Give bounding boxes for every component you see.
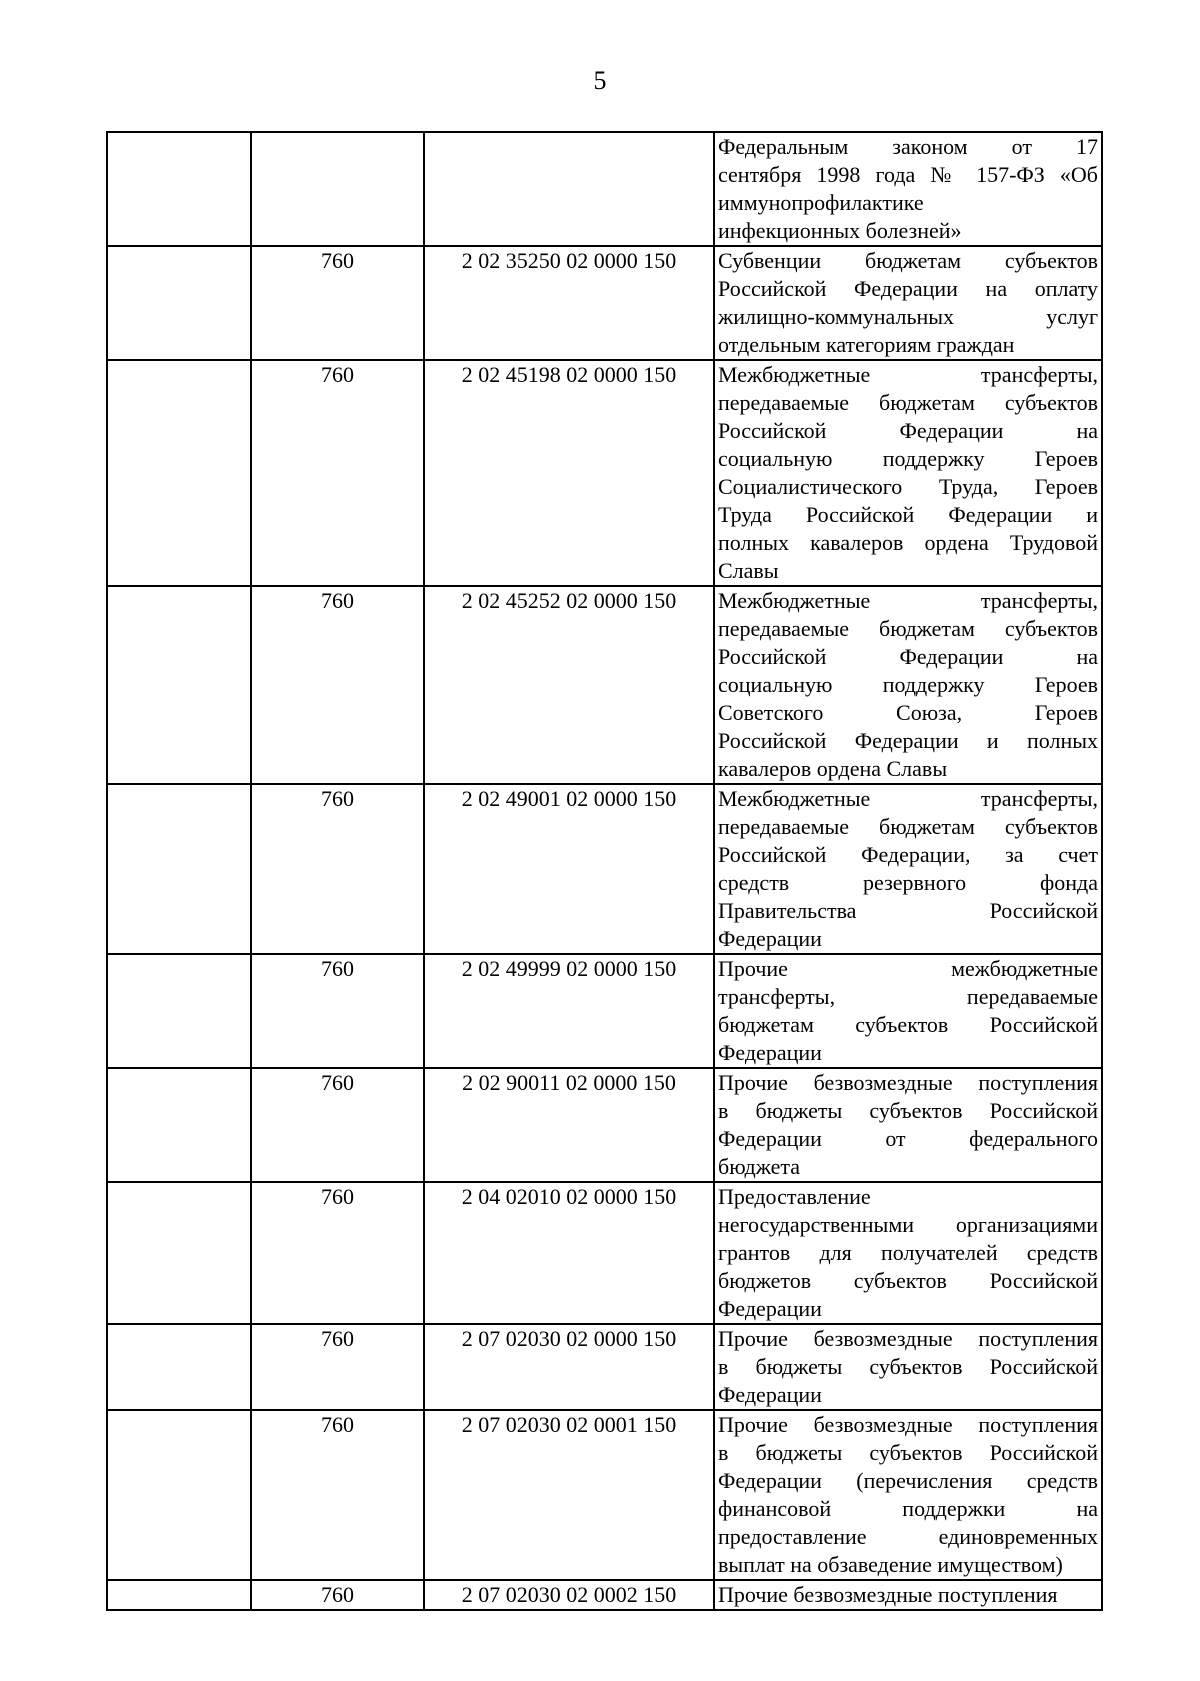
- administrator-code-cell: 760: [251, 784, 424, 954]
- income-name-cell: [714, 1410, 1102, 1580]
- income-code-cell: 2 02 49001 02 0000 150: [424, 784, 714, 954]
- income-name-line: в бюджеты субъектов Российской: [718, 1354, 1098, 1379]
- income-name-line: Российской Федерации на: [718, 418, 1098, 443]
- income-name-line: Прочие безвозмездные поступления: [718, 1412, 1098, 1437]
- income-name-cell: [714, 1324, 1102, 1410]
- income-name-line: Федерации: [718, 926, 822, 951]
- income-name-line: негосударственными организациями: [718, 1212, 1098, 1237]
- income-name-line: Федерации от федерального: [718, 1126, 1098, 1151]
- income-code-cell: 2 02 90011 02 0000 150: [424, 1068, 714, 1182]
- table-row: [107, 954, 1102, 1068]
- income-name-line: Российской Федерации на: [718, 644, 1098, 669]
- income-name-line: бюджета: [718, 1154, 801, 1179]
- income-name-line: грантов для получателей средств: [718, 1240, 1098, 1265]
- income-name-line: инфекционных болезней»: [718, 218, 962, 243]
- income-name-line: Российской Федерации и полных: [718, 728, 1098, 753]
- income-name-line: иммунопрофилактике: [718, 190, 924, 215]
- income-name-cell: [714, 246, 1102, 360]
- income-name-line: Предоставление: [718, 1184, 871, 1209]
- administrator-code-cell: 760: [251, 586, 424, 784]
- income-name-line: в бюджеты субъектов Российской: [718, 1098, 1098, 1123]
- table-row: [107, 1068, 1102, 1182]
- income-name-cell: [714, 360, 1102, 586]
- income-name-line: Прочие межбюджетные: [718, 956, 1098, 981]
- table-row: [107, 1324, 1102, 1410]
- income-name-line: предоставление единовременных: [718, 1524, 1098, 1549]
- table-row: [107, 1182, 1102, 1324]
- income-name-line: передаваемые бюджетам субъектов: [718, 616, 1098, 641]
- income-name-line: сентября 1998 года № 157-ФЗ «Об: [718, 162, 1098, 187]
- income-name-line: Межбюджетные трансферты,: [718, 786, 1098, 811]
- income-name-line: передаваемые бюджетам субъектов: [718, 814, 1098, 839]
- income-code-cell: 2 07 02030 02 0001 150: [424, 1410, 714, 1580]
- income-code-cell: 2 07 02030 02 0002 150: [424, 1580, 714, 1610]
- table-row: [107, 1410, 1102, 1580]
- table-body: [107, 132, 1102, 1610]
- income-name-line: Федерации: [718, 1296, 822, 1321]
- table-row: [107, 246, 1102, 360]
- administrator-code-cell: 760: [251, 1580, 424, 1610]
- income-code-cell: 2 07 02030 02 0000 150: [424, 1324, 714, 1410]
- table-row: [107, 132, 1102, 246]
- income-name-line: Правительства Российской: [718, 898, 1098, 923]
- income-name-line: Прочие безвозмездные поступления: [718, 1326, 1098, 1351]
- administrator-code-cell: [251, 132, 424, 246]
- income-code-cell: 2 02 49999 02 0000 150: [424, 954, 714, 1068]
- income-name-line: кавалеров ордена Славы: [718, 756, 948, 781]
- income-name-line: Труда Российской Федерации и: [718, 502, 1098, 527]
- empty-cell: [107, 586, 251, 784]
- empty-cell: [107, 360, 251, 586]
- income-name-line: жилищно-коммунальных услуг: [718, 304, 1098, 329]
- income-name-line: выплат на обзаведение имуществом): [718, 1552, 1063, 1577]
- income-name-cell: [714, 586, 1102, 784]
- income-name-cell: [714, 132, 1102, 246]
- income-name-line: финансовой поддержки на: [718, 1496, 1098, 1521]
- income-name-cell: [714, 1580, 1102, 1610]
- administrator-code-cell: 760: [251, 360, 424, 586]
- income-code-cell: 2 04 02010 02 0000 150: [424, 1182, 714, 1324]
- income-name-cell: [714, 954, 1102, 1068]
- income-code-cell: [424, 132, 714, 246]
- income-name-line: средств резервного фонда: [718, 870, 1098, 895]
- income-name-line: Российской Федерации на оплату: [718, 276, 1098, 301]
- budget-classification-table: [106, 131, 1103, 1611]
- empty-cell: [107, 1068, 251, 1182]
- table-row: [107, 586, 1102, 784]
- table-row: [107, 784, 1102, 954]
- empty-cell: [107, 1580, 251, 1610]
- administrator-code-cell: 760: [251, 1324, 424, 1410]
- empty-cell: [107, 1182, 251, 1324]
- empty-cell: [107, 1410, 251, 1580]
- administrator-code-cell: 760: [251, 246, 424, 360]
- income-name-line: Советского Союза, Героев: [718, 700, 1098, 725]
- table-row: [107, 360, 1102, 586]
- income-name-cell: [714, 1068, 1102, 1182]
- income-name-line: Федерации: [718, 1382, 822, 1407]
- income-name-line: бюджетов субъектов Российской: [718, 1268, 1098, 1293]
- income-name-line: отдельным категориям граждан: [718, 332, 1015, 357]
- income-code-cell: 2 02 35250 02 0000 150: [424, 246, 714, 360]
- income-name-line: Межбюджетные трансферты,: [718, 362, 1098, 387]
- income-name-line: бюджетам субъектов Российской: [718, 1012, 1098, 1037]
- income-name-cell: [714, 784, 1102, 954]
- income-name-line: Федерации (перечисления средств: [718, 1468, 1098, 1493]
- empty-cell: [107, 954, 251, 1068]
- income-name-line: полных кавалеров ордена Трудовой: [718, 530, 1098, 555]
- income-name-line: Межбюджетные трансферты,: [718, 588, 1098, 613]
- administrator-code-cell: 760: [251, 954, 424, 1068]
- income-name-line: Прочие безвозмездные поступления: [718, 1582, 1058, 1607]
- administrator-code-cell: 760: [251, 1068, 424, 1182]
- income-name-line: Прочие безвозмездные поступления: [718, 1070, 1098, 1095]
- income-name-line: социальную поддержку Героев: [718, 672, 1098, 697]
- empty-cell: [107, 784, 251, 954]
- income-code-cell: 2 02 45198 02 0000 150: [424, 360, 714, 586]
- income-name-line: трансферты, передаваемые: [718, 984, 1098, 1009]
- income-name-line: Субвенции бюджетам субъектов: [718, 248, 1098, 273]
- empty-cell: [107, 246, 251, 360]
- income-name-line: Федерации: [718, 1040, 822, 1065]
- income-name-line: передаваемые бюджетам субъектов: [718, 390, 1098, 415]
- income-name-line: Социалистического Труда, Героев: [718, 474, 1098, 499]
- income-name-line: Российской Федерации, за счет: [718, 842, 1098, 867]
- table-row: [107, 1580, 1102, 1610]
- page-number: 5: [593, 66, 607, 95]
- income-name-line: в бюджеты субъектов Российской: [718, 1440, 1098, 1465]
- income-code-cell: 2 02 45252 02 0000 150: [424, 586, 714, 784]
- income-name-line: Славы: [718, 558, 779, 583]
- income-name-line: Федеральным законом от 17: [718, 134, 1098, 159]
- administrator-code-cell: 760: [251, 1410, 424, 1580]
- income-name-cell: [714, 1182, 1102, 1324]
- income-name-line: социальную поддержку Героев: [718, 446, 1098, 471]
- empty-cell: [107, 132, 251, 246]
- administrator-code-cell: 760: [251, 1182, 424, 1324]
- empty-cell: [107, 1324, 251, 1410]
